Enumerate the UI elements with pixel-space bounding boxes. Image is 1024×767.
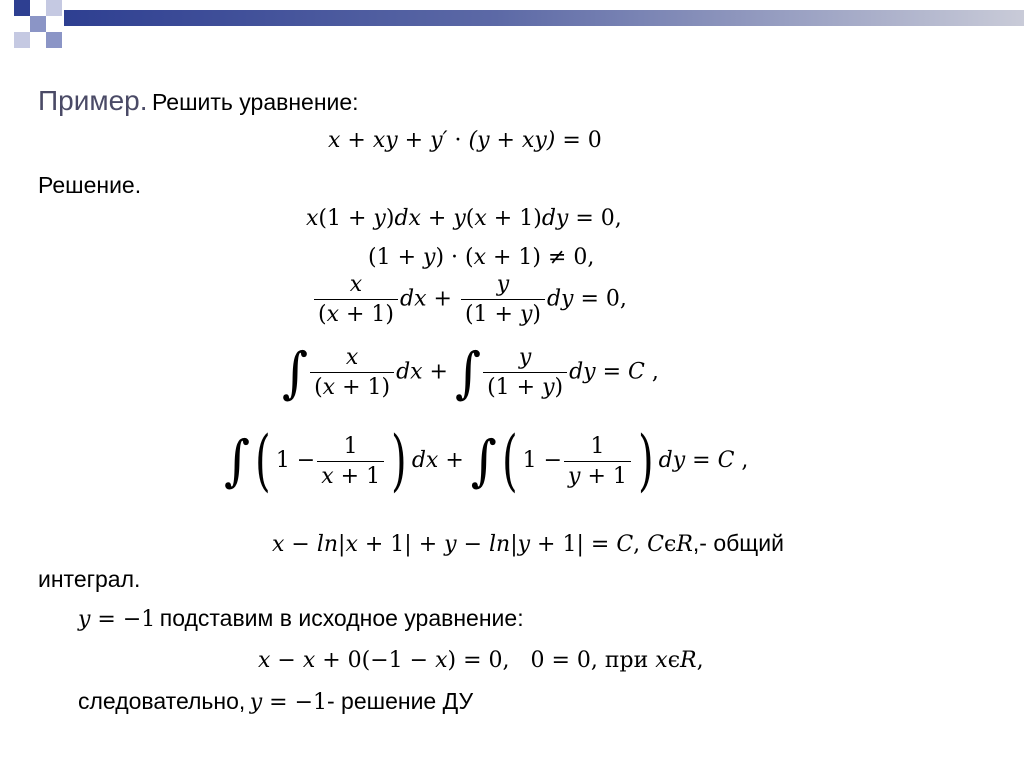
example-heading [38,85,359,117]
deco-square [14,32,30,48]
general-suffix: ,- общий [692,530,784,556]
pri-word: при [604,648,649,673]
equation-5: ∫ $\frac{x}{(x + 1)}$ dx + ∫ $\frac{y}{(1 + y)}$ dy = C , [282,340,659,405]
substitute-line: y = −1 подставим в исходное уравнение: [78,605,524,632]
equation-3: (1 + y) · (x + 1) ≠ 0, [368,245,595,270]
deco-square [46,0,62,16]
equation-7: x − ln|x + 1| + y − ln|y + 1| = C, CϵR,- общий [272,530,784,557]
consequently-text: следовательно, [78,688,246,714]
solution-suffix: - решение ДУ [327,688,474,714]
substitute-text: подставим в исходное уравнение: [159,605,524,631]
equation-1: x + xy + y′ · (y + xy) = 0 [328,128,602,153]
task-text: Решить уравнение: [151,89,359,115]
equation-4: $\frac{x}{(x + 1)}$ dx + $\frac{y}{(1 + y)}$ dy = 0, [312,272,627,327]
equation-8: x − x + 0(−1 − x) = 0, 0 = 0, при xϵR, [258,648,704,673]
integral-word: интеграл. [38,566,141,592]
solution-label: Решение. [38,172,142,198]
deco-square [46,32,62,48]
deco-square [30,16,46,32]
example-label: Пример. [38,85,148,116]
equation-2: x(1 + y)dx + y(x + 1)dy = 0, [306,206,622,231]
deco-square [14,0,30,16]
conclusion-line: следовательно, y = −1- решение ДУ [78,688,474,715]
title-bar [64,10,1024,26]
equation-6: ∫( 1 − $\frac{1}{x + 1}$ ) dx + ∫( 1 − $\frac{1}{y + 1}$ ) dy = C , [224,422,749,499]
